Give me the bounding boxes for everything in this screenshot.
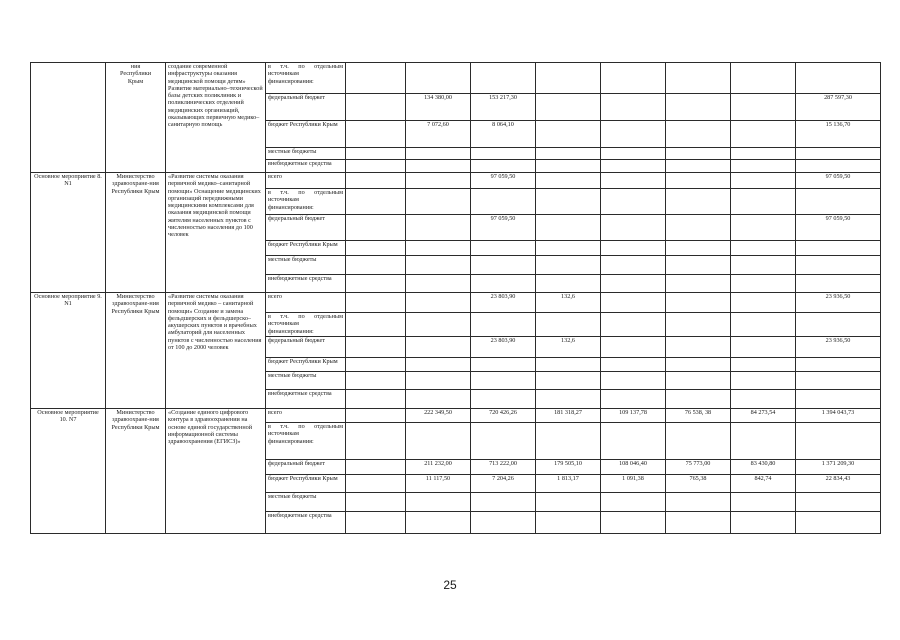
value-cell <box>536 493 601 512</box>
value-cell <box>731 493 796 512</box>
page-number: 25 <box>443 578 457 592</box>
funding-source-cell: федеральный бюджет <box>266 460 346 475</box>
value-cell <box>666 160 731 173</box>
value-cell: 1 091,38 <box>601 475 666 493</box>
value-cell <box>796 241 881 256</box>
measure-cell: Основное мероприятие 10. N7 <box>31 409 106 534</box>
value-cell <box>471 189 536 215</box>
value-cell <box>796 372 881 390</box>
value-cell: 15 136,70 <box>796 121 881 148</box>
value-cell <box>601 256 666 275</box>
value-cell <box>731 390 796 409</box>
value-cell <box>471 275 536 293</box>
funding-source-cell: бюджет Республики Крым <box>266 241 346 256</box>
value-cell <box>346 409 406 423</box>
value-cell <box>536 423 601 460</box>
value-cell <box>731 358 796 372</box>
value-cell: 75 773,00 <box>666 460 731 475</box>
table-row <box>31 173 881 189</box>
value-cell <box>731 293 796 313</box>
value-cell <box>536 256 601 275</box>
value-cell <box>796 63 881 94</box>
value-cell <box>601 173 666 189</box>
value-cell: 23 936,50 <box>796 337 881 358</box>
value-cell <box>536 94 601 121</box>
value-cell: 23 936,50 <box>796 293 881 313</box>
value-cell <box>796 358 881 372</box>
funding-source-cell: бюджет Республики Крым <box>266 475 346 493</box>
value-cell: 132,6 <box>536 337 601 358</box>
value-cell <box>406 337 471 358</box>
value-cell <box>796 493 881 512</box>
value-cell <box>666 63 731 94</box>
value-cell <box>471 372 536 390</box>
measure-cell <box>31 63 106 173</box>
value-cell: 97 059,50 <box>796 215 881 241</box>
value-cell <box>796 148 881 160</box>
value-cell <box>471 313 536 337</box>
value-cell <box>601 358 666 372</box>
funding-source-cell: всего <box>266 293 346 313</box>
value-cell <box>601 121 666 148</box>
value-cell <box>536 512 601 534</box>
value-cell <box>796 160 881 173</box>
value-cell <box>536 215 601 241</box>
value-cell <box>346 313 406 337</box>
value-cell <box>406 275 471 293</box>
value-cell: 7 204,26 <box>471 475 536 493</box>
value-cell <box>731 94 796 121</box>
value-cell <box>666 173 731 189</box>
value-cell: 1 813,17 <box>536 475 601 493</box>
value-cell <box>536 358 601 372</box>
value-cell <box>601 337 666 358</box>
value-cell <box>796 189 881 215</box>
value-cell <box>536 148 601 160</box>
value-cell <box>796 256 881 275</box>
value-cell <box>601 160 666 173</box>
value-cell: 11 117,50 <box>406 475 471 493</box>
value-cell <box>471 512 536 534</box>
value-cell <box>666 293 731 313</box>
value-cell <box>406 390 471 409</box>
value-cell <box>666 372 731 390</box>
value-cell <box>666 189 731 215</box>
funding-source-cell: в т.ч. по отдельным источникам финансирования: <box>266 423 346 460</box>
value-cell <box>406 372 471 390</box>
funding-source-cell: всего <box>266 409 346 423</box>
value-cell <box>346 189 406 215</box>
value-cell <box>536 241 601 256</box>
value-cell <box>406 512 471 534</box>
value-cell <box>346 337 406 358</box>
value-cell <box>601 189 666 215</box>
value-cell <box>406 256 471 275</box>
value-cell <box>731 63 796 94</box>
value-cell <box>666 337 731 358</box>
value-cell: 287 597,30 <box>796 94 881 121</box>
value-cell <box>731 189 796 215</box>
executor-cell: ния Республики Крым <box>106 63 166 173</box>
value-cell: 1 371 209,30 <box>796 460 881 475</box>
value-cell: 8 064,10 <box>471 121 536 148</box>
value-cell <box>796 390 881 409</box>
value-cell <box>406 313 471 337</box>
value-cell: 97 059,50 <box>471 173 536 189</box>
value-cell <box>346 493 406 512</box>
funding-source-cell: всего <box>266 173 346 189</box>
value-cell <box>666 121 731 148</box>
measure-cell: Основное мероприятие 8. N1 <box>31 173 106 293</box>
executor-cell: Министерство здравоохране-ния Республики Крым <box>106 293 166 409</box>
value-cell <box>536 63 601 94</box>
value-cell: 109 137,78 <box>601 409 666 423</box>
funding-source-cell: местные бюджеты <box>266 148 346 160</box>
value-cell: 222 349,50 <box>406 409 471 423</box>
value-cell <box>796 423 881 460</box>
value-cell <box>346 423 406 460</box>
value-cell <box>601 512 666 534</box>
value-cell <box>346 512 406 534</box>
value-cell <box>601 94 666 121</box>
value-cell <box>666 256 731 275</box>
value-cell <box>731 423 796 460</box>
funding-source-cell: федеральный бюджет <box>266 215 346 241</box>
value-cell: 22 834,43 <box>796 475 881 493</box>
funding-source-cell: внебюджетные средства <box>266 512 346 534</box>
funding-source-cell: внебюджетные средства <box>266 275 346 293</box>
value-cell <box>601 148 666 160</box>
value-cell: 76 538, 38 <box>666 409 731 423</box>
description-cell: создание современной инфраструктуры оказания медицинской помощи детям» Развитие материально–технической базы детских поликлиник и поликлинических отделений медицинских организаций, оказывающих первичную медико–санитарную помощь <box>166 63 266 173</box>
value-cell <box>731 512 796 534</box>
description-cell: «Развитие системы оказания первичной медико–санитарной помощи» Оснащение медицинских организаций передвижными медицинскими комплексами для оказания медицинской помощи жителям населенных пунктов с численностью населения до 100 человек <box>166 173 266 293</box>
value-cell <box>666 275 731 293</box>
value-cell <box>471 160 536 173</box>
value-cell: 108 046,40 <box>601 460 666 475</box>
value-cell: 132,6 <box>536 293 601 313</box>
table-body <box>31 63 881 534</box>
value-cell <box>601 215 666 241</box>
value-cell <box>731 148 796 160</box>
funding-source-cell: в т.ч. по отдельным источникам финансирования: <box>266 63 346 94</box>
funding-source-cell: в т.ч. по отдельным источникам финансирования: <box>266 189 346 215</box>
value-cell: 7 072,60 <box>406 121 471 148</box>
value-cell <box>796 313 881 337</box>
value-cell <box>731 275 796 293</box>
value-cell <box>601 372 666 390</box>
funding-source-cell: местные бюджеты <box>266 493 346 512</box>
value-cell <box>536 160 601 173</box>
value-cell <box>406 148 471 160</box>
value-cell <box>471 148 536 160</box>
value-cell <box>346 256 406 275</box>
value-cell: 23 803,90 <box>471 293 536 313</box>
value-cell <box>601 423 666 460</box>
value-cell <box>406 293 471 313</box>
value-cell: 842,74 <box>731 475 796 493</box>
funding-source-cell: местные бюджеты <box>266 372 346 390</box>
value-cell <box>601 493 666 512</box>
value-cell: 97 059,50 <box>471 215 536 241</box>
value-cell: 181 318,27 <box>536 409 601 423</box>
value-cell <box>346 275 406 293</box>
value-cell: 97 059,50 <box>796 173 881 189</box>
value-cell <box>601 313 666 337</box>
value-cell <box>346 293 406 313</box>
funding-source-cell: бюджет Республики Крым <box>266 121 346 148</box>
value-cell <box>346 390 406 409</box>
budget-table <box>30 62 881 534</box>
executor-cell: Министерство здравоохране-ния Республики Крым <box>106 409 166 534</box>
value-cell <box>406 215 471 241</box>
value-cell <box>666 390 731 409</box>
funding-source-cell: внебюджетные средства <box>266 160 346 173</box>
value-cell <box>406 241 471 256</box>
value-cell <box>601 390 666 409</box>
description-cell: «Создание единого цифрового контура в здравоохранении на основе единой государственной информационной системы здравоохранения (ЕГИСЗ)» <box>166 409 266 534</box>
value-cell <box>666 358 731 372</box>
value-cell <box>346 358 406 372</box>
value-cell <box>666 94 731 121</box>
funding-source-cell: федеральный бюджет <box>266 94 346 121</box>
value-cell <box>796 512 881 534</box>
value-cell <box>731 241 796 256</box>
value-cell <box>346 173 406 189</box>
value-cell <box>666 423 731 460</box>
value-cell <box>536 313 601 337</box>
value-cell <box>731 256 796 275</box>
value-cell: 83 430,80 <box>731 460 796 475</box>
value-cell <box>346 215 406 241</box>
value-cell <box>346 241 406 256</box>
table-row <box>31 293 881 313</box>
value-cell <box>666 148 731 160</box>
value-cell <box>346 94 406 121</box>
value-cell <box>471 256 536 275</box>
value-cell: 179 505,10 <box>536 460 601 475</box>
value-cell: 84 273,54 <box>731 409 796 423</box>
value-cell <box>731 173 796 189</box>
executor-cell: Министерство здравоохране-ния Республики Крым <box>106 173 166 293</box>
value-cell <box>731 160 796 173</box>
value-cell <box>471 241 536 256</box>
value-cell <box>666 512 731 534</box>
value-cell <box>536 121 601 148</box>
table-row <box>31 409 881 423</box>
value-cell <box>731 372 796 390</box>
value-cell <box>536 173 601 189</box>
value-cell: 765,38 <box>666 475 731 493</box>
value-cell <box>406 189 471 215</box>
value-cell <box>346 160 406 173</box>
value-cell <box>471 358 536 372</box>
value-cell: 1 394 043,73 <box>796 409 881 423</box>
value-cell <box>536 390 601 409</box>
funding-source-cell: федеральный бюджет <box>266 337 346 358</box>
funding-source-cell: местные бюджеты <box>266 256 346 275</box>
value-cell <box>601 63 666 94</box>
table-row <box>31 63 881 94</box>
value-cell <box>406 63 471 94</box>
value-cell <box>536 189 601 215</box>
measure-cell: Основное мероприятие 9. N1 <box>31 293 106 409</box>
funding-source-cell: внебюджетные средства <box>266 390 346 409</box>
value-cell <box>346 148 406 160</box>
value-cell <box>346 63 406 94</box>
value-cell <box>406 493 471 512</box>
funding-source-cell: бюджет Республики Крым <box>266 358 346 372</box>
value-cell <box>471 63 536 94</box>
value-cell <box>536 372 601 390</box>
value-cell <box>471 493 536 512</box>
value-cell <box>346 121 406 148</box>
value-cell <box>346 475 406 493</box>
value-cell <box>406 160 471 173</box>
value-cell: 713 222,00 <box>471 460 536 475</box>
value-cell <box>406 358 471 372</box>
value-cell: 23 803,90 <box>471 337 536 358</box>
value-cell <box>666 215 731 241</box>
value-cell <box>406 423 471 460</box>
funding-source-cell: в т.ч. по отдельным источникам финансирования: <box>266 313 346 337</box>
value-cell <box>601 241 666 256</box>
description-cell: «Развитие системы оказания первичной медико – санитарной помощи» Создание и замена фельдшерских и фельдшерско–акушерских пунктов и врачебных амбулаторий для населенных пунктов с численностью населения от 100 до 2000 человек <box>166 293 266 409</box>
value-cell <box>346 372 406 390</box>
value-cell <box>731 337 796 358</box>
value-cell <box>601 293 666 313</box>
value-cell <box>731 215 796 241</box>
value-cell <box>471 390 536 409</box>
value-cell <box>406 173 471 189</box>
value-cell <box>536 275 601 293</box>
value-cell: 153 217,30 <box>471 94 536 121</box>
value-cell <box>346 460 406 475</box>
value-cell <box>796 275 881 293</box>
value-cell <box>471 423 536 460</box>
value-cell <box>731 121 796 148</box>
value-cell: 211 232,00 <box>406 460 471 475</box>
value-cell <box>666 241 731 256</box>
value-cell <box>666 313 731 337</box>
value-cell: 720 426,26 <box>471 409 536 423</box>
value-cell <box>601 275 666 293</box>
value-cell <box>666 493 731 512</box>
value-cell <box>731 313 796 337</box>
value-cell: 134 380,00 <box>406 94 471 121</box>
